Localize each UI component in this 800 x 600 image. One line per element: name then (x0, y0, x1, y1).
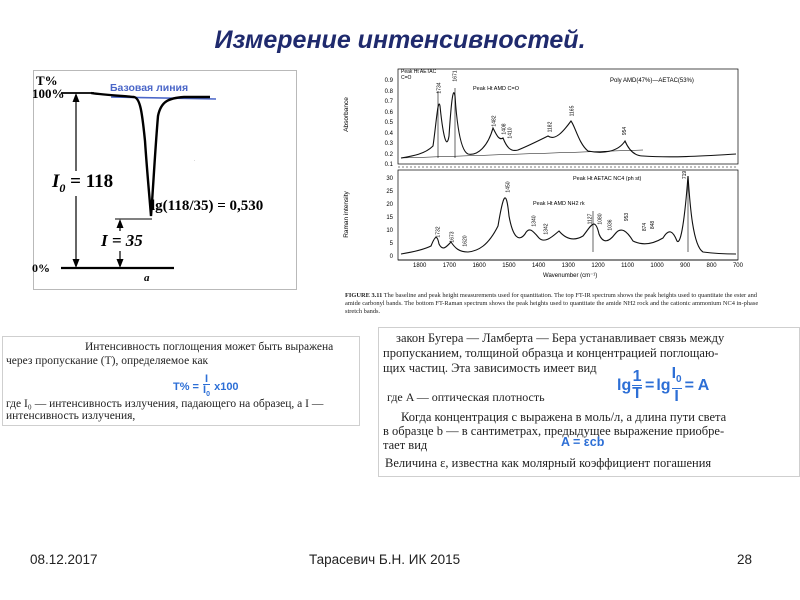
panel-left-line2: через пропускание (T), определяемое как (6, 355, 209, 367)
ir-peak-1165: 1165 (569, 105, 576, 117)
transmittance-text-panel (2, 336, 360, 426)
svg-text:.: . (194, 157, 196, 163)
caption-text: The baseline and peak height measurements used for quantitation. The top FT-IR spectrum shows the peak heights used to quantitate the ester and amide carbonyl bands. The bottom FT-Raman spectrum shows the peak heights used to quantitate the amide NH2 rock and the cationic ammonium NC4 in-phase stretch bands. (345, 292, 759, 315)
ir-peak-954: 954 (622, 126, 629, 136)
x-axis-label: Wavenumber (cm⁻¹) (543, 273, 598, 279)
ir-raman-figure (343, 66, 768, 318)
raman-peak-label-1: Peak Ht AETAC NC4 (ph st) (573, 176, 642, 182)
y-label-zero: 0% (32, 261, 50, 275)
raman-peak-1127: 1127 (587, 213, 594, 225)
footer-page-number: 28 (737, 552, 753, 567)
raman-peak-label-2: Peak Ht AMD NH2 rk (533, 201, 585, 207)
beer-lambert-text-panel (378, 327, 800, 477)
raman-peak-1036: 1036 (607, 219, 614, 231)
panel-right-line4: где A — оптическая плотность (387, 390, 545, 404)
ir-peak-1410: 1410 (507, 127, 514, 139)
beer-lambert-equation: lg $\frac{1}{T}$ = lg $\frac{I_0}{I}$ = A (617, 365, 710, 406)
ir-ylabel: Absorbance (342, 97, 350, 132)
y-label-100-percent: 100% (32, 86, 65, 101)
raman-peak-953: 953 (624, 212, 631, 222)
panel-right-line3: щих частиц. Эта зависимость имеет вид (383, 361, 597, 375)
raman-peak-1673: 1673 (449, 231, 456, 243)
ir-yticks: 0.9 0.8 0.7 0.6 0.5 0.4 0.3 0.2 0.1 (384, 78, 393, 168)
lg-equation: lg(118/35) = 0,530 (151, 198, 264, 214)
raman-peak-1080: 1080 (597, 213, 604, 225)
panel-right-line5: Когда концентрация c выражена в моль/л, а длина пути света (401, 410, 727, 424)
figure-caption (345, 292, 765, 316)
raman-peak-1620: 1620 (462, 235, 469, 247)
panel-right-line6: в образце b — в сантиметрах, предыдущее выражение приобре- (383, 424, 725, 438)
panel-left-line4: интенсивность излучения, (6, 410, 136, 422)
ir-peak-label-2: Peak Ht AMD C=O (473, 86, 520, 92)
caption-bold: FIGURE 3.11 (345, 292, 383, 299)
raman-yticks: 30 25 20 15 10 5 0 (386, 176, 393, 260)
panel-left-line3: где I₀ — интенсивность излучения, падающего на образец, а I — (6, 398, 324, 410)
panel-right-line7: тает вид (383, 438, 428, 452)
x-tick-labels: 1800 1700 1600 1500 1400 1300 1200 1100 1000 900 800 700 (413, 263, 743, 269)
raman-peak-1450: 1450 (505, 181, 512, 193)
panel-left-line1: Интенсивность поглощения может быть выражена (85, 341, 334, 353)
baseline-label: Базовая линия (110, 82, 189, 94)
ir-peak-1482: 1482 (491, 115, 498, 127)
transmittance-formula: T% = $\frac{I}{I_0}$ x100 (173, 373, 239, 399)
ir-peak-1408: 1408 (501, 123, 508, 135)
i0-label: $I_0 = 118$ (52, 171, 114, 195)
footer-date: 08.12.2017 (30, 552, 98, 567)
panel-right-line1: закон Бугера — Ламберта — Бера устанавливает связь между (396, 331, 725, 345)
ir-peak-1734: 1734 (436, 82, 443, 94)
page-title: Измерение интенсивностей. (214, 26, 586, 54)
transmittance-spectrum-figure (33, 70, 297, 290)
ir-peak-label-1: Peak Ht AETAC C=O (401, 69, 437, 81)
ir-raman-svg (343, 66, 768, 291)
panel-right-line2: пропусканием, толщиной образца и концентрацией поглощаю- (383, 346, 719, 360)
raman-peak-874: 874 (642, 222, 649, 232)
sub-label: а (144, 272, 150, 284)
ir-legend: Poly AMD(47%)—AETAC(53%) (610, 78, 694, 84)
ir-peak-1182: 1182 (547, 121, 554, 133)
raman-peak-719: 719 (682, 170, 689, 180)
absorbance-formula: A = εcb (561, 435, 605, 449)
ir-spectrum-curve (401, 93, 736, 158)
panel-right-line8: Величина ε, известна как молярный коэффициент погашения (385, 456, 712, 470)
raman-peak-1732: 1732 (435, 226, 442, 238)
raman-peak-1340: 1340 (531, 215, 538, 227)
y-label-t-percent: T% (36, 73, 58, 88)
raman-peak-848: 848 (650, 220, 657, 230)
i-label: I = 35 (101, 231, 143, 250)
footer-author: Тарасевич Б.Н. ИК 2015 (309, 552, 461, 567)
ir-peak-1671: 1671 (452, 70, 459, 82)
raman-peak-1342: 1342 (543, 223, 550, 235)
raman-ylabel: Raman intensity (342, 191, 350, 238)
